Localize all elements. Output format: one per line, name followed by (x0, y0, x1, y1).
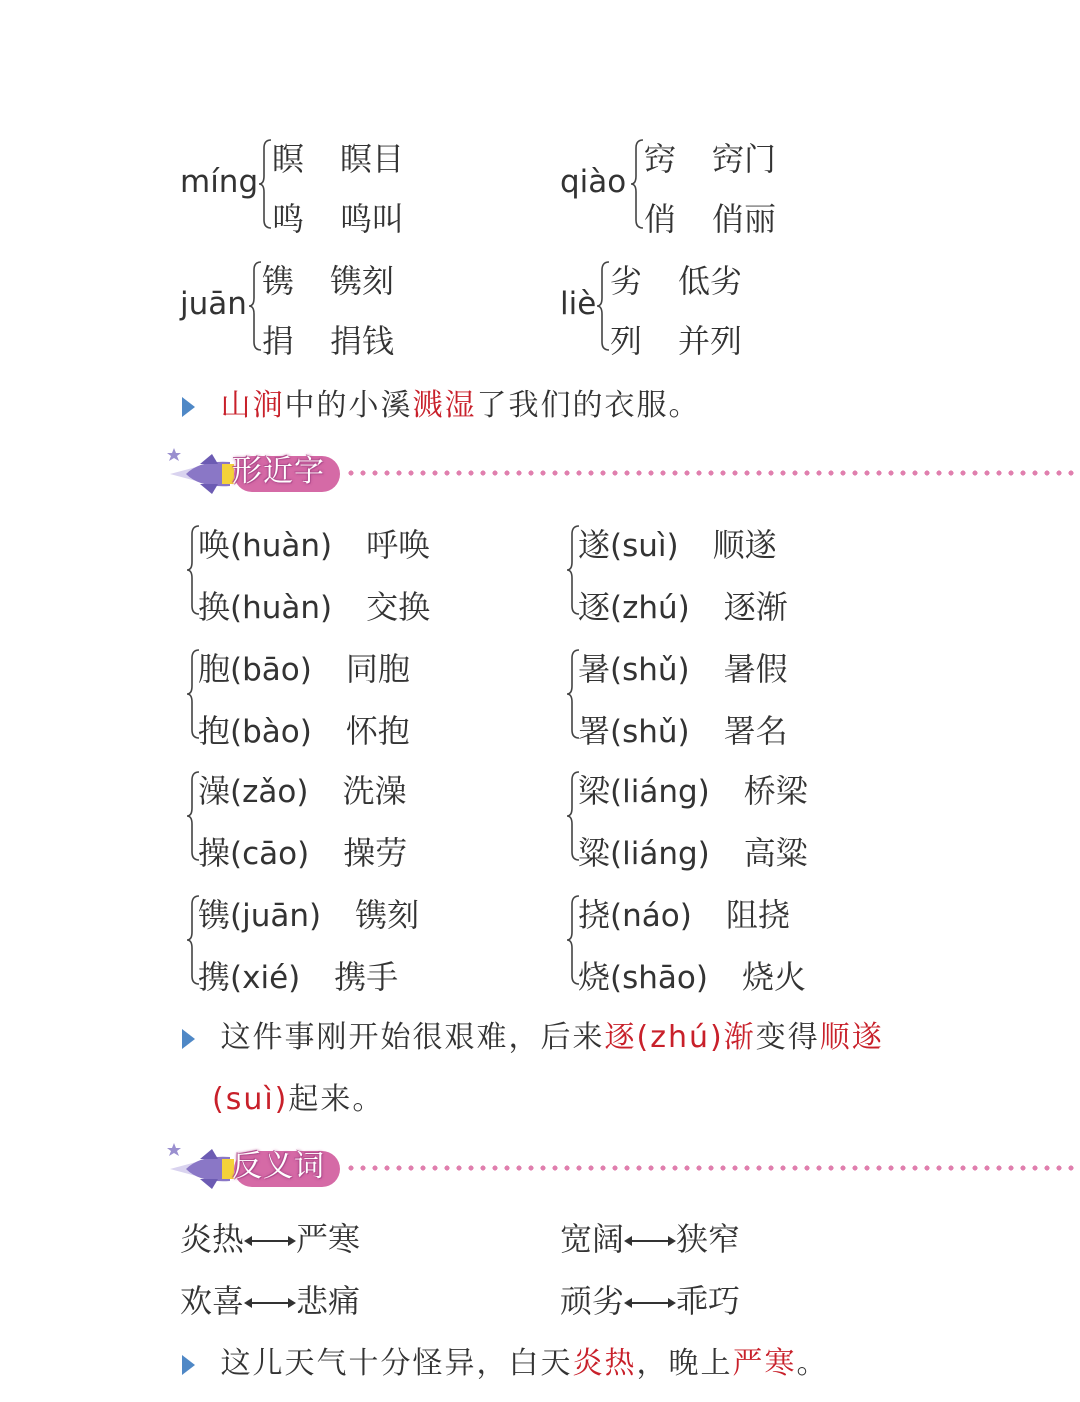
similar-char-entry (198, 520, 430, 566)
polyphone-char: 劣 (610, 262, 643, 300)
curly-brace (630, 138, 644, 230)
similar-char-pinyin: (bāo) (230, 652, 312, 688)
sentence-text: 这儿天气十分怪异，白天 (220, 1346, 573, 1381)
similar-char-word: 携手 (334, 958, 399, 996)
antonym-word: 乖巧 (676, 1282, 741, 1320)
similar-char: 署 (578, 712, 611, 750)
polyphone-char: 鸣 (272, 200, 305, 238)
polyphone-word: 并列 (678, 322, 743, 360)
similar-char-pinyin: (juān) (230, 898, 322, 934)
similar-char-entry (578, 890, 790, 936)
similar-char-pinyin: (shǔ) (610, 714, 690, 750)
polyphone-word: 窍门 (712, 140, 777, 178)
similar-char: 唤 (198, 526, 231, 564)
section-header-antonym (160, 1137, 920, 1197)
antonym-word: 狭窄 (676, 1220, 741, 1258)
similar-char: 胞 (198, 650, 231, 688)
sentence-text: 这件事刚开始很艰难，后来 (220, 1020, 605, 1055)
antonym-word: 炎热 (180, 1220, 245, 1258)
section-header-similar (160, 442, 920, 502)
sentence-text: 。 (796, 1346, 829, 1381)
similar-char-entry (198, 766, 406, 812)
similar-char: 挠 (578, 896, 611, 934)
similar-char-word: 烧火 (741, 958, 806, 996)
similar-char: 换 (198, 588, 231, 626)
antonym-pair (560, 1214, 740, 1260)
antonym-word: 顽劣 (560, 1282, 625, 1320)
example-sentence-continued (212, 1074, 384, 1118)
similar-char-word: 交换 (366, 588, 431, 626)
highlight-word: (suì) (212, 1082, 289, 1117)
highlight-word: 严寒 (732, 1346, 797, 1381)
polyphone-char: 镌 (262, 262, 295, 300)
similar-char-word: 暑假 (723, 650, 788, 688)
pinyin-label: juān (180, 286, 247, 322)
similar-char-pinyin: (shāo) (610, 960, 708, 996)
section-title: 反义词 (232, 1149, 325, 1184)
similar-char-pinyin: (shǔ) (610, 652, 690, 688)
similar-char-pinyin: (bào) (230, 714, 312, 750)
section-title: 形近字 (232, 454, 325, 489)
polyphone-word: 镌刻 (330, 262, 395, 300)
similar-char-word: 阻挠 (725, 896, 790, 934)
similar-char: 操 (198, 834, 231, 872)
polyphone-char: 捐 (262, 322, 295, 360)
highlight-word: 逐(zhú)渐 (604, 1020, 756, 1055)
highlight-word: 炎热 (572, 1346, 637, 1381)
similar-char-entry (578, 582, 788, 628)
dotted-divider (345, 470, 1080, 476)
sentence-text: 起来。 (288, 1082, 385, 1117)
sentence-text: 了我们的衣服。 (476, 388, 701, 423)
pinyin-label: míng (180, 164, 259, 200)
bullet-triangle-icon (182, 397, 195, 417)
similar-char-pinyin: (suì) (610, 528, 679, 564)
similar-char-entry (578, 706, 788, 752)
similar-char-entry (578, 644, 788, 690)
antonym-word: 严寒 (296, 1220, 361, 1258)
similar-char-entry (198, 952, 398, 998)
double-arrow-icon (244, 1296, 296, 1310)
sentence-text: ，晚上 (636, 1346, 733, 1381)
antonym-word: 宽阔 (560, 1220, 625, 1258)
similar-char-entry (198, 644, 410, 690)
similar-char-entry (198, 706, 410, 752)
similar-char: 镌 (198, 896, 231, 934)
sentence-text: 中的小溪 (284, 388, 413, 423)
similar-char-word: 同胞 (345, 650, 410, 688)
pinyin-label: qiào (560, 164, 627, 200)
similar-char-pinyin: (zhú) (610, 590, 690, 626)
similar-char-word: 操劳 (343, 834, 408, 872)
sentence-text: 变得 (755, 1020, 820, 1055)
similar-char-word: 洗澡 (342, 772, 407, 810)
similar-char: 遂 (578, 526, 611, 564)
bullet-triangle-icon (182, 1029, 195, 1049)
similar-char-entry (578, 766, 808, 812)
similar-char-pinyin: (náo) (610, 898, 692, 934)
similar-char-entry (578, 520, 777, 566)
similar-char-word: 呼唤 (366, 526, 431, 564)
curly-brace (596, 260, 610, 352)
similar-char-word: 署名 (723, 712, 788, 750)
similar-char-word: 怀抱 (345, 712, 410, 750)
similar-char: 逐 (578, 588, 611, 626)
similar-char-entry (578, 828, 808, 874)
similar-char-word: 桥梁 (743, 772, 808, 810)
polyphone-char: 列 (610, 322, 643, 360)
antonym-pair (180, 1276, 360, 1322)
similar-char-word: 高粱 (743, 834, 808, 872)
polyphone-word: 低劣 (678, 262, 743, 300)
antonym-word: 欢喜 (180, 1282, 245, 1320)
similar-char-word: 镌刻 (355, 896, 420, 934)
antonym-pair (180, 1214, 360, 1260)
similar-char-pinyin: (huàn) (230, 528, 333, 564)
bullet-triangle-icon (182, 1355, 195, 1375)
similar-char-pinyin: (huàn) (230, 590, 333, 626)
similar-char-pinyin: (cāo) (230, 836, 310, 872)
highlight-word: 顺遂 (819, 1020, 884, 1055)
double-arrow-icon (624, 1234, 676, 1248)
example-sentence (182, 380, 701, 424)
polyphone-word: 捐钱 (330, 322, 395, 360)
similar-char: 携 (198, 958, 231, 996)
polyphone-char: 窍 (644, 140, 677, 178)
similar-char-entry (198, 582, 430, 628)
polyphone-word: 俏丽 (712, 200, 777, 238)
similar-char: 粱 (578, 834, 611, 872)
antonym-word: 悲痛 (296, 1282, 361, 1320)
double-arrow-icon (624, 1296, 676, 1310)
highlight-word: 山涧 (220, 388, 285, 423)
curly-brace (248, 260, 262, 352)
highlight-word: 溅湿 (412, 388, 477, 423)
polyphone-word: 鸣叫 (340, 200, 405, 238)
double-arrow-icon (244, 1234, 296, 1248)
similar-char: 抱 (198, 712, 231, 750)
example-sentence (182, 1012, 884, 1056)
similar-char-pinyin: (zǎo) (230, 774, 309, 810)
polyphone-char: 俏 (644, 200, 677, 238)
similar-char: 澡 (198, 772, 231, 810)
polyphone-char: 瞑 (272, 140, 305, 178)
similar-char-word: 逐渐 (723, 588, 788, 626)
similar-char-pinyin: (liáng) (610, 836, 710, 872)
similar-char-entry (198, 890, 419, 936)
example-sentence (182, 1338, 829, 1382)
similar-char: 梁 (578, 772, 611, 810)
antonym-pair (560, 1276, 740, 1322)
dotted-divider (345, 1165, 1080, 1171)
similar-char-entry (578, 952, 806, 998)
similar-char: 暑 (578, 650, 611, 688)
similar-char-word: 顺遂 (712, 526, 777, 564)
similar-char-entry (198, 828, 407, 874)
similar-char: 烧 (578, 958, 611, 996)
curly-brace (258, 138, 272, 230)
similar-char-pinyin: (liáng) (610, 774, 710, 810)
polyphone-word: 瞑目 (340, 140, 405, 178)
pinyin-label: liè (560, 286, 597, 322)
similar-char-pinyin: (xié) (230, 960, 301, 996)
